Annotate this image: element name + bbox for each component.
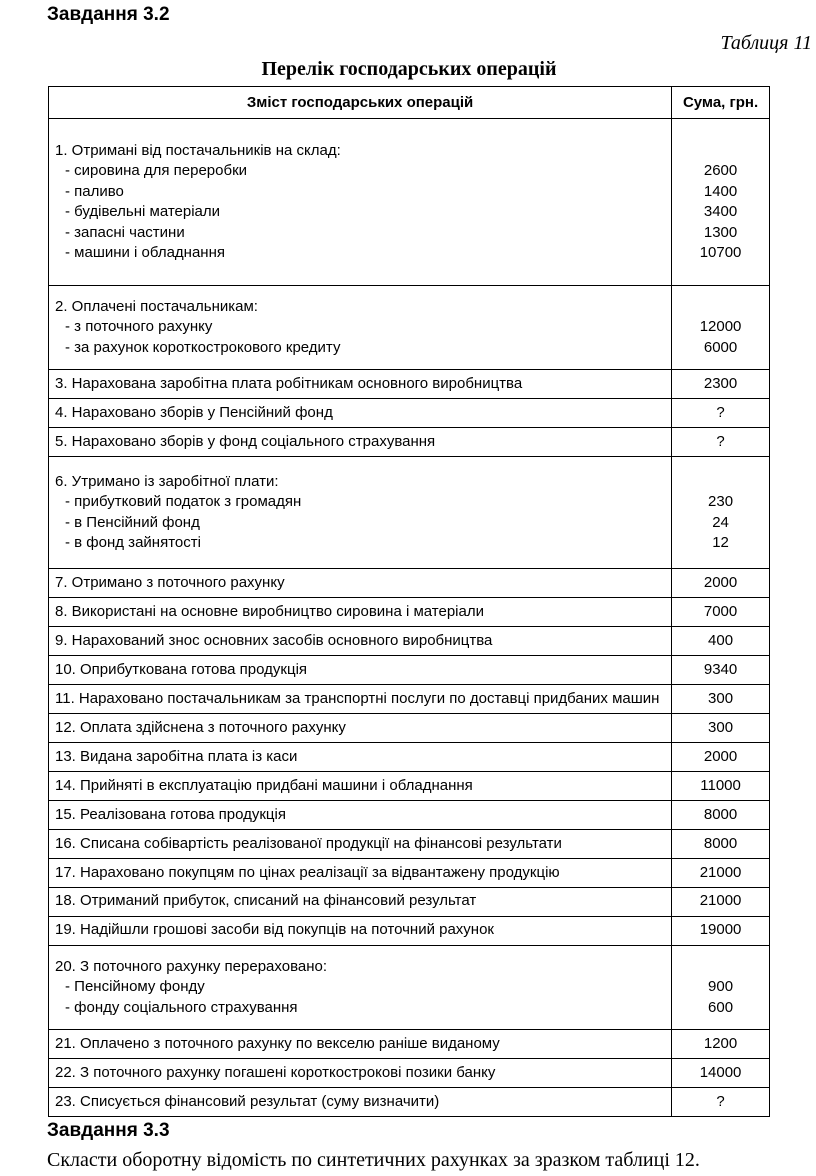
table-row bbox=[49, 399, 770, 428]
operation-sum: 14000 bbox=[699, 1063, 742, 1081]
operation-sum: 300 bbox=[708, 718, 734, 736]
operation-sum-cell bbox=[672, 656, 770, 685]
table-row bbox=[49, 771, 770, 800]
operation-content-cell bbox=[49, 627, 672, 656]
operation-content-cell bbox=[49, 569, 672, 598]
operation-sum-cell bbox=[672, 286, 770, 370]
sum-spacer bbox=[678, 472, 763, 493]
operation-content-cell bbox=[49, 598, 672, 627]
table-row bbox=[49, 119, 770, 286]
operation-sum: 9340 bbox=[703, 660, 738, 678]
operation-sum-cell bbox=[672, 713, 770, 742]
operation-sum-cell bbox=[672, 800, 770, 829]
operation-subitem-sum: 230 bbox=[708, 493, 734, 511]
operation-text: 7. Отримано з поточного рахунку bbox=[55, 573, 285, 591]
operation-content-cell bbox=[49, 1058, 672, 1087]
table-row bbox=[49, 829, 770, 858]
operation-sum: ? bbox=[716, 404, 725, 422]
operation-text: 15. Реалізована готова продукція bbox=[55, 805, 286, 823]
table-row bbox=[49, 286, 770, 370]
operation-sum: 21000 bbox=[699, 892, 742, 910]
table-row bbox=[49, 858, 770, 887]
operation-content-cell bbox=[49, 800, 672, 829]
table-header-row bbox=[49, 87, 770, 119]
operation-subitem-sum: 10700 bbox=[699, 244, 742, 262]
operation-content-cell bbox=[49, 945, 672, 1029]
operation-sum: 400 bbox=[708, 631, 734, 649]
operation-content-cell bbox=[49, 399, 672, 428]
operation-sum-cell bbox=[672, 569, 770, 598]
table-row bbox=[49, 569, 770, 598]
operation-text: 10. Оприбуткована готова продукція bbox=[55, 660, 308, 678]
operation-sum-cell bbox=[672, 1029, 770, 1058]
operation-sum: 11000 bbox=[700, 776, 741, 794]
operation-text: 22. З поточного рахунку погашені короткострокові позики банку bbox=[55, 1063, 496, 1081]
operations-table-body bbox=[49, 119, 770, 1117]
operation-subitem-text: - запасні частини bbox=[65, 223, 185, 241]
operation-sum: 300 bbox=[708, 689, 734, 707]
operation-subitem-text: - за рахунок короткострокового кредиту bbox=[65, 338, 341, 356]
operation-sum: ? bbox=[716, 433, 725, 450]
sum-spacer bbox=[678, 141, 763, 162]
table-row bbox=[49, 684, 770, 713]
operation-text: 16. Списана собівартість реалізованої продукції на фінансові результати bbox=[55, 834, 562, 852]
operation-sum: 1200 bbox=[703, 1034, 738, 1052]
operation-subitem-sum: 900 bbox=[708, 978, 734, 996]
operation-text: 8. Використані на основне виробництво сировина і матеріали bbox=[55, 602, 484, 620]
operation-subitem-sum: 2600 bbox=[703, 162, 738, 180]
operation-content-cell bbox=[49, 656, 672, 685]
operation-subitem-sum: 12000 bbox=[699, 318, 742, 336]
operation-sum-cell bbox=[672, 684, 770, 713]
operation-content-cell bbox=[49, 457, 672, 569]
operation-subitem-text: - фонду соціального страхування bbox=[65, 998, 298, 1016]
operation-text: 20. З поточного рахунку перераховано: bbox=[55, 957, 327, 975]
operation-subitem-text: - з поточного рахунку bbox=[65, 318, 213, 336]
table-row bbox=[49, 713, 770, 742]
column-header-sum: Сума, грн. bbox=[672, 87, 770, 119]
operation-text: 19. Надійшли грошові засоби від покупців на поточний рахунок bbox=[55, 921, 494, 939]
operation-sum-cell bbox=[672, 829, 770, 858]
operation-sum: 2000 bbox=[703, 747, 738, 765]
operation-content-cell bbox=[49, 829, 672, 858]
operation-sum-cell bbox=[672, 858, 770, 887]
sum-spacer bbox=[678, 957, 763, 978]
operation-subitem-sum: 24 bbox=[712, 513, 729, 531]
operation-text: 17. Нараховано покупцям по цінах реалізації за відвантажену продукцію bbox=[55, 863, 560, 881]
table-row bbox=[49, 627, 770, 656]
operation-sum-cell bbox=[672, 916, 770, 945]
table-row bbox=[49, 945, 770, 1029]
operation-text: 12. Оплата здійснена з поточного рахунку bbox=[55, 718, 346, 736]
operation-sum-cell bbox=[672, 1087, 770, 1116]
operation-content-cell bbox=[49, 771, 672, 800]
task-3-3-text: Скласти оборотну відомість по синтетичних рахунках за зразком таблиці 12. bbox=[47, 1149, 700, 1171]
table-row bbox=[49, 887, 770, 916]
operation-subitem-text: - будівельні матеріали bbox=[65, 203, 221, 221]
operation-content-cell bbox=[49, 286, 672, 370]
operation-text: 4. Нараховано зборів у Пенсійний фонд bbox=[55, 404, 333, 422]
operation-subitem-text: - в фонд зайнятості bbox=[65, 534, 201, 552]
operation-content-cell bbox=[49, 887, 672, 916]
operation-text: 23. Списується фінансовий результат (суму визначити) bbox=[55, 1092, 440, 1110]
operation-sum: 7000 bbox=[703, 602, 738, 620]
operation-content-cell bbox=[49, 428, 672, 457]
operation-subitem-sum: 6000 bbox=[703, 338, 738, 356]
operation-subitem-text: - сировина для переробки bbox=[65, 162, 248, 180]
operation-sum: 2000 bbox=[703, 573, 738, 591]
table-caption: Таблиця 11 bbox=[720, 32, 812, 54]
operation-sum-cell bbox=[672, 887, 770, 916]
operation-subitem-sum: 3400 bbox=[703, 203, 738, 221]
operation-subitem-text: - паливо bbox=[65, 182, 124, 200]
operation-sum: ? bbox=[716, 1092, 725, 1110]
operation-text: 9. Нарахований знос основних засобів основного виробництва bbox=[55, 631, 493, 649]
operations-table bbox=[48, 86, 770, 1117]
table-row bbox=[49, 1029, 770, 1058]
table-row bbox=[49, 1087, 770, 1116]
sum-spacer bbox=[678, 297, 763, 318]
operation-content-cell bbox=[49, 684, 672, 713]
table-row bbox=[49, 598, 770, 627]
operation-content-cell bbox=[49, 713, 672, 742]
operation-sum-cell bbox=[672, 119, 770, 286]
operation-content-cell bbox=[49, 742, 672, 771]
operation-content-cell bbox=[49, 370, 672, 399]
operation-subitem-sum: 12 bbox=[712, 534, 729, 552]
column-header-content: Зміст господарських операцій bbox=[49, 87, 672, 119]
operation-sum-cell bbox=[672, 742, 770, 771]
operation-text: 14. Прийняті в експлуатацію придбані машини і обладнання bbox=[55, 776, 473, 794]
operation-sum: 19000 bbox=[699, 921, 742, 939]
operation-sum: 2300 bbox=[703, 375, 738, 393]
operation-subitem-sum: 600 bbox=[708, 998, 734, 1016]
table-row bbox=[49, 800, 770, 829]
operation-content-cell bbox=[49, 119, 672, 286]
operation-sum-cell bbox=[672, 1058, 770, 1087]
operation-sum-cell bbox=[672, 399, 770, 428]
operation-sum-cell bbox=[672, 598, 770, 627]
operation-subitem-text: - Пенсійному фонду bbox=[65, 978, 205, 996]
operation-sum-cell bbox=[672, 945, 770, 1029]
table-row bbox=[49, 457, 770, 569]
table-row bbox=[49, 656, 770, 685]
operation-sum: 21000 bbox=[699, 863, 742, 881]
operation-text: 2. Оплачені постачальникам: bbox=[55, 297, 258, 315]
operation-subitem-text: - в Пенсійний фонд bbox=[65, 513, 200, 531]
table-row bbox=[49, 916, 770, 945]
operation-content-cell bbox=[49, 858, 672, 887]
operation-sum: 8000 bbox=[703, 834, 738, 852]
operation-content-cell bbox=[49, 1087, 672, 1116]
operation-subitem-text: - машини і обладнання bbox=[65, 244, 225, 262]
task-3-2-heading: Завдання 3.2 bbox=[47, 4, 170, 25]
table-row bbox=[49, 428, 770, 457]
operation-sum: 8000 bbox=[703, 805, 738, 823]
operation-text: 6. Утримано із заробітної плати: bbox=[55, 472, 279, 490]
operation-text: 5. Нараховано зборів у фонд соціального страхування bbox=[55, 433, 436, 450]
table-title: Перелік господарських операцій bbox=[261, 58, 557, 80]
operation-text: 21. Оплачено з поточного рахунку по векселю раніше виданому bbox=[55, 1034, 500, 1052]
operation-subitem-sum: 1400 bbox=[703, 182, 738, 200]
operation-text: 18. Отриманий прибуток, списаний на фінансовий результат bbox=[55, 892, 477, 910]
operation-subitem-text: - прибутковий податок з громадян bbox=[65, 493, 302, 511]
operation-sum-cell bbox=[672, 370, 770, 399]
table-row bbox=[49, 370, 770, 399]
operation-sum-cell bbox=[672, 457, 770, 569]
operation-text: 11. Нараховано постачальникам за транспортні послуги по доставці придбаних машин bbox=[55, 689, 660, 707]
table-row bbox=[49, 742, 770, 771]
operation-text: 3. Нарахована заробітна плата робітникам основного виробництва bbox=[55, 375, 523, 393]
operation-subitem-sum: 1300 bbox=[703, 223, 738, 241]
operation-sum-cell bbox=[672, 428, 770, 457]
operation-content-cell bbox=[49, 916, 672, 945]
operation-sum-cell bbox=[672, 627, 770, 656]
operation-text: 13. Видана заробітна плата із каси bbox=[55, 747, 298, 765]
operation-content-cell bbox=[49, 1029, 672, 1058]
operation-sum-cell bbox=[672, 771, 770, 800]
operation-text: 1. Отримані від постачальників на склад: bbox=[55, 141, 341, 159]
task-3-3-heading: Завдання 3.3 bbox=[47, 1120, 170, 1141]
table-row bbox=[49, 1058, 770, 1087]
